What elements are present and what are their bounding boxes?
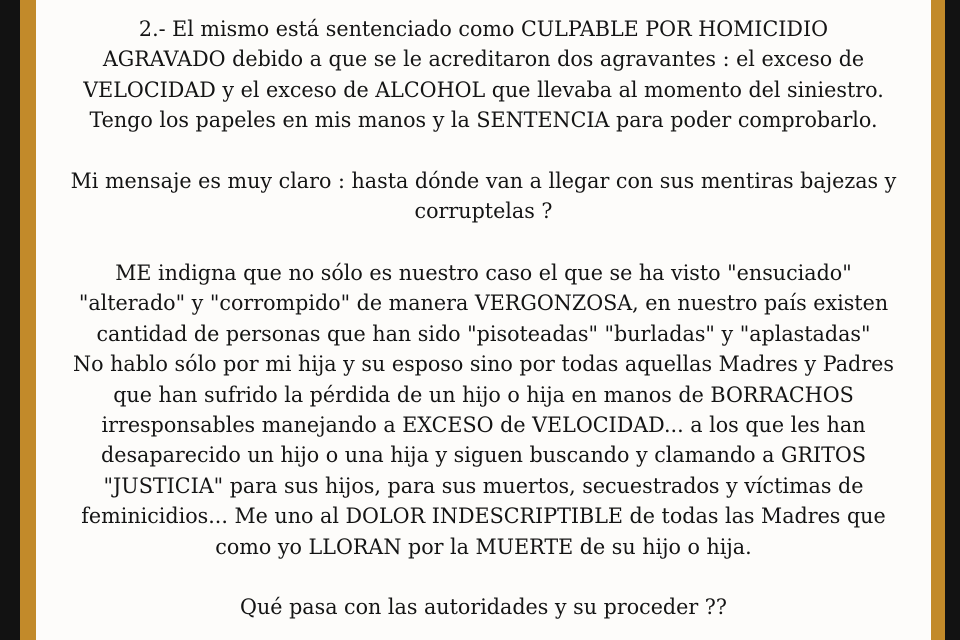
text-line: Tengo los papeles en mis manos y la SENTENCIA para poder comprobarlo.: [89, 108, 878, 133]
text-line: que han sufrido la pérdida de un hijo o hija en manos de BORRACHOS: [113, 382, 854, 407]
text-line: "JUSTICIA" para sus hijos, para sus muertos, secuestrados y víctimas de: [103, 473, 864, 498]
text-line: irresponsables manejando a EXCESO de VELOCIDAD... a los que les han: [101, 413, 866, 438]
text-line: No hablo sólo por mi hija y su esposo sino por todas aquellas Madres y Padres: [73, 352, 894, 377]
text-line: AGRAVADO debido a que se le acreditaron dos agravantes : el exceso de: [102, 47, 865, 72]
text-line: como yo LLORAN por la MUERTE de su hijo o hija.: [215, 534, 752, 559]
letter-page: [36, 0, 931, 640]
text-line: Mi mensaje es muy claro : hasta dónde van a llegar con sus mentiras bajezas y: [70, 169, 897, 193]
text-line: feminicidios... Me uno al DOLOR INDESCRIPTIBLE de todas las Madres que: [81, 504, 886, 529]
paragraph-question: [36, 592, 931, 622]
text-line: ME indigna que no sólo es nuestro caso el que se ha visto "ensuciado": [115, 261, 852, 285]
text-line: 2.- El mismo está sentenciado como CULPABLE POR HOMICIDIO: [138, 17, 829, 41]
text-line: VELOCIDAD y el exceso de ALCOHOL que llevaba al momento del siniestro.: [83, 77, 884, 102]
text-line: corruptelas ?: [414, 199, 553, 224]
text-line: desaparecido un hijo o una hija y siguen buscando y clamando a GRITOS: [101, 443, 866, 468]
text-line: "alterado" y "corrompido" de manera VERGONZOSA, en nuestro país existen: [78, 291, 889, 316]
paragraph-message: [36, 166, 931, 227]
paragraph-indignation: [36, 258, 931, 562]
left-dark-border: [0, 0, 20, 640]
text-line: Qué pasa con las autoridades y su proceder ??: [240, 595, 727, 619]
right-dark-border: [945, 0, 960, 640]
paragraph-sentence: [36, 14, 931, 136]
text-line: cantidad de personas que han sido "pisoteadas" "burladas" y "aplastadas": [96, 321, 871, 346]
